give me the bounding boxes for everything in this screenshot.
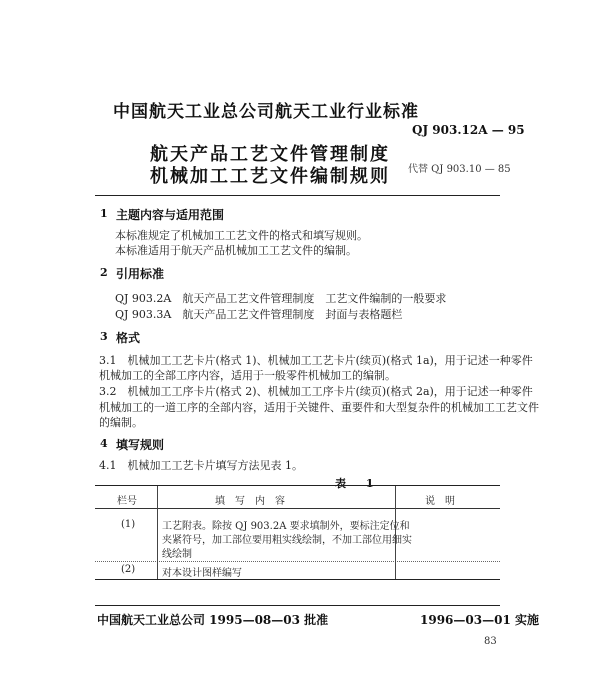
document-title-line1: 航天产品工艺文件管理制度 <box>150 144 390 165</box>
section-3-title: 格式 <box>116 331 141 345</box>
standard-code: QJ 903.12A — 95 <box>412 123 525 137</box>
table-col-divider-1 <box>157 486 158 579</box>
page-number: 83 <box>484 636 497 647</box>
document-title-line2: 机械加工工艺文件编制规则 <box>150 166 390 187</box>
table-row-2-no: (2) <box>121 564 136 575</box>
section-2-ref2: QJ 903.3A 航天产品工艺文件管理制度 封面与表格题栏 <box>115 308 403 321</box>
implementation-date: 1996—03—01 实施 <box>420 613 539 627</box>
table-header-rule <box>95 508 500 509</box>
section-3-number: 3 <box>100 330 108 343</box>
table-row-2-content: 对本设计图样编写 <box>162 568 242 579</box>
section-2-number: 2 <box>100 266 108 279</box>
section-2-ref1: QJ 903.2A 航天产品工艺文件管理制度 工艺文件编制的一般要求 <box>115 292 447 305</box>
table-header-note: 说 明 <box>425 496 455 507</box>
approval-line: 中国航天工业总公司 1995—08—03 批准 <box>97 613 329 627</box>
table-row-1-no: (1) <box>121 519 136 530</box>
section-3-2-line3: 的编制。 <box>99 416 143 429</box>
table-row-1-content-line1: 工艺附表。除按 QJ 903.2A 要求填制外，要标注定位和 <box>162 521 410 532</box>
footer-rule <box>95 605 500 606</box>
section-3-2-line1: 3.2 机械加工工序卡片(格式 2)、机械加工工序卡片(续页)(格式 2a)，用于记述一种零件 <box>99 385 533 398</box>
section-3-1-line2: 机械加工的全部工序内容，适用于一般零件机械加工的编制。 <box>99 369 396 382</box>
standard-organization: 中国航天工业总公司航天工业行业标准 <box>113 102 419 122</box>
section-1-title: 主题内容与适用范围 <box>116 208 225 222</box>
section-4-title: 填写规则 <box>116 438 165 452</box>
section-1-para2: 本标准适用于航天产品机械加工工艺文件的编制。 <box>115 244 357 257</box>
section-4-1: 4.1 机械加工工艺卡片填写方法见表 1。 <box>99 459 303 472</box>
table-caption: 表 1 <box>335 477 382 490</box>
section-4-number: 4 <box>100 437 108 450</box>
section-3-2-line2: 机械加工的一道工序的全部内容，适用于关键件、重要件和大型复杂件的机械加工工艺文件 <box>99 401 539 414</box>
section-3-1-line1: 3.1 机械加工工艺卡片(格式 1)、机械加工工艺卡片(续页)(格式 1a)，用于记述一种零件 <box>99 354 533 367</box>
section-1-number: 1 <box>100 207 108 220</box>
table-1 <box>95 485 500 580</box>
table-row-1-content-line2: 夹紧符号，加工部位要用粗实线绘制，不加工部位用细实 <box>162 535 412 546</box>
header-rule <box>95 195 500 196</box>
section-2-title: 引用标准 <box>116 267 165 281</box>
section-1-para1: 本标准规定了机械加工工艺文件的格式和填写规则。 <box>115 229 368 242</box>
table-row-divider <box>95 561 500 562</box>
table-row-1-content-line3: 线绘制 <box>162 549 192 560</box>
replaces-standard: 代替 QJ 903.10 — 85 <box>408 164 511 175</box>
table-header-no: 栏号 <box>117 496 137 507</box>
table-header-content: 填 写 内 容 <box>215 496 285 507</box>
